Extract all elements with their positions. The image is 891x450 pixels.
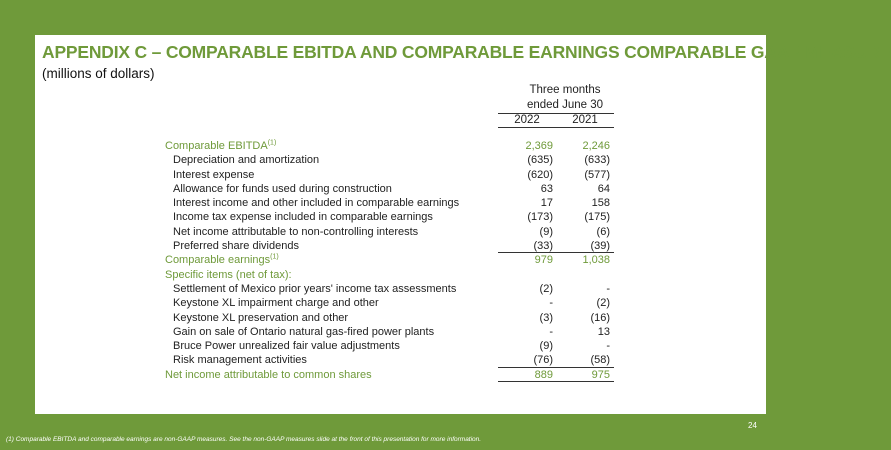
table-row <box>165 182 625 196</box>
row-label: Comparable earnings <box>165 254 271 267</box>
row-label: Allowance for funds used during construction <box>173 182 392 195</box>
value-2022: 979 <box>534 254 553 267</box>
table-row <box>165 311 625 325</box>
row-label: Preferred share dividends <box>173 240 299 253</box>
table-row <box>165 353 625 367</box>
table-row <box>165 168 625 182</box>
year-header <box>498 114 614 128</box>
row-label: Specific items (net of tax): <box>165 268 292 281</box>
table-row <box>165 282 625 296</box>
period-header <box>515 83 615 112</box>
value-2021: (633) <box>584 154 610 167</box>
value-2021: (175) <box>584 211 610 224</box>
row-label: Interest income and other included in comparable earnings <box>173 197 460 210</box>
year-2021-header: 2021 <box>572 114 598 126</box>
footnote-marker: (1) <box>267 139 277 147</box>
table-row <box>165 339 625 353</box>
footnote: (1) Comparable EBITDA and comparable earnings are non-GAAP measures. See the non-GAAP measures slide at the front of this presentation for more information. <box>6 436 482 443</box>
year-2022-header: 2022 <box>514 114 540 126</box>
value-2021: (58) <box>590 354 610 367</box>
period-header-line2: ended June 30 <box>526 98 604 111</box>
value-2022: 889 <box>534 368 553 381</box>
value-2022: 63 <box>540 182 553 195</box>
page-number: 24 <box>748 421 757 430</box>
value-2021: 158 <box>591 197 610 210</box>
value-2021: (2) <box>596 297 610 310</box>
header-rule-bottom <box>498 127 614 128</box>
value-2022: - <box>549 297 553 310</box>
value-2021: (39) <box>590 240 610 253</box>
page-title: APPENDIX C – COMPARABLE EBITDA AND COMPARABLE EARNINGS COMPARABLE GAAP MEASURE <box>42 42 891 62</box>
value-2021: 1,038 <box>582 254 610 267</box>
value-2022: (635) <box>527 154 553 167</box>
value-2022: (33) <box>533 240 553 253</box>
table-row-comparable-ebitda <box>165 139 625 153</box>
row-label: Keystone XL impairment charge and other <box>173 297 379 310</box>
row-label: Bruce Power unrealized fair value adjustments <box>173 340 400 353</box>
value-2022: 17 <box>540 197 553 210</box>
row-label: Depreciation and amortization <box>173 154 320 167</box>
value-2022: (9) <box>539 225 553 238</box>
units-subtitle: (millions of dollars) <box>42 66 155 81</box>
row-label: Settlement of Mexico prior years' income tax assessments <box>173 282 457 295</box>
value-2022: (620) <box>527 168 553 181</box>
value-2022: (3) <box>539 311 553 324</box>
value-2021: (16) <box>590 311 610 324</box>
value-2021: - <box>606 340 610 353</box>
footnote-marker: (1) <box>270 253 279 261</box>
table-row <box>165 210 625 224</box>
value-2022: (173) <box>527 211 553 224</box>
row-label: Comparable EBITDA <box>165 140 268 152</box>
value-2022: (76) <box>533 354 553 367</box>
value-2021: 64 <box>597 182 610 195</box>
value-2022: - <box>549 325 553 338</box>
row-label: Gain on sale of Ontario natural gas-fired power plants <box>173 325 435 338</box>
value-2022: (2) <box>539 282 553 295</box>
row-label: Net income attributable to common shares <box>165 368 372 381</box>
table-row <box>165 239 625 253</box>
row-label: Income tax expense included in comparable earnings <box>173 211 433 224</box>
table-row <box>165 296 625 310</box>
financial-table <box>165 139 625 382</box>
table-row-comparable-earnings <box>165 253 625 267</box>
table-row <box>165 196 625 210</box>
content-panel <box>35 35 891 414</box>
row-label: Interest expense <box>173 168 255 181</box>
table-row <box>165 153 625 167</box>
value-2022: 2,369 <box>525 140 553 152</box>
row-label: Net income attributable to non-controlling interests <box>173 225 419 238</box>
value-2022: (9) <box>539 340 553 353</box>
table-row <box>165 325 625 339</box>
value-2021: 2,246 <box>582 140 610 152</box>
row-label: Risk management activities <box>173 354 307 367</box>
value-2021: - <box>606 282 610 295</box>
table-row-specific-items-heading <box>165 268 625 282</box>
table-row-net-income <box>165 368 625 382</box>
period-header-line1: Three months <box>529 84 601 96</box>
table-row <box>165 225 625 239</box>
value-2021: 13 <box>597 325 610 338</box>
value-2021: 975 <box>591 368 610 381</box>
row-label: Keystone XL preservation and other <box>173 311 349 324</box>
value-2021: (6) <box>596 225 610 238</box>
value-2021: (577) <box>584 168 610 181</box>
